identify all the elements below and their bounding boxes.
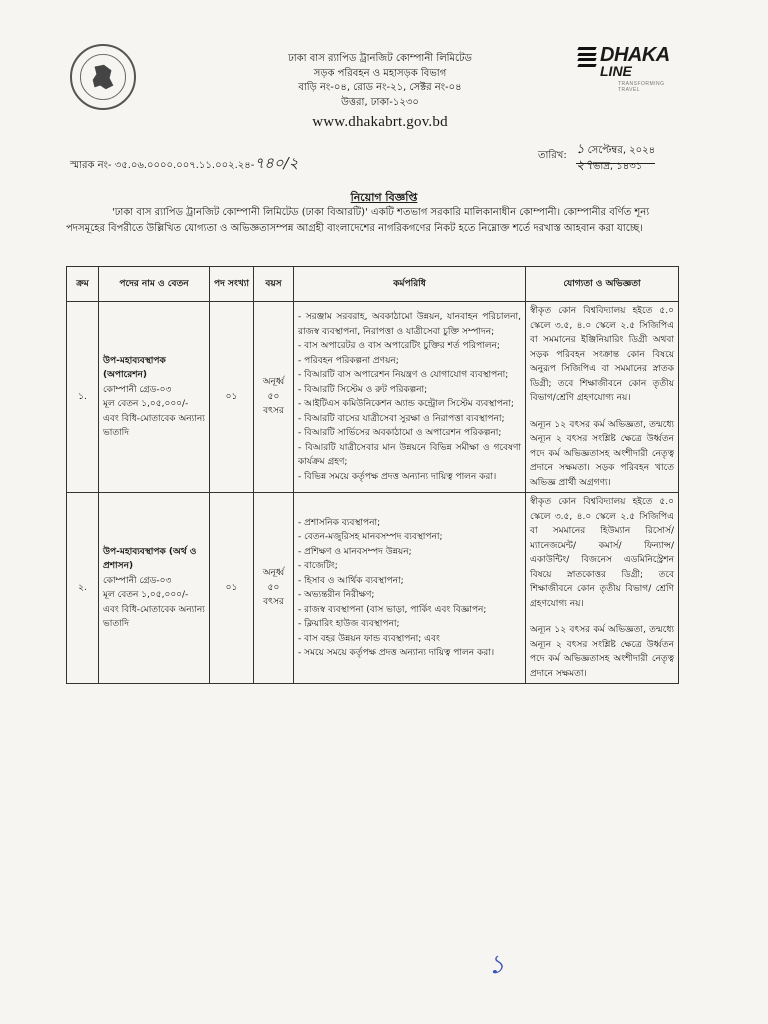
qualification-education: স্বীকৃত কোন বিশ্ববিদ্যালয় হইতে ৫.০ স্কেলে ৩.৫, ৪.০ স্কেলে ২.৫ সিজিপিএ বা সমমানের হিউম্যান রিসোর্স/ ম্যানেজমেন্ট/ কমার্স/ ফিন্যান্স/ একাউন্টিং/ বিজনেস এডমিনিস্ট্রেশন বিষয়ে স্নাতকোত্তর ডিগ্রী; তবে শিক্ষাজীবনে কোন তৃতীয় বিভাগ/ শ্রেণি গ্রহণযোগ্য নয়।	[530, 497, 674, 609]
post-title: উপ-মহাব্যবস্থাপক (অপারেশন)	[103, 355, 166, 380]
list-item: - বিআরটি বাস অপারেশন নিয়ন্ত্রণ ও যোগাযোগ ব্যবস্থাপনা;	[298, 370, 509, 380]
vacancy-table	[66, 266, 679, 684]
handwritten-page-mark: ১	[488, 950, 505, 980]
date-line-2: ভাদ্র, ১৪৩১	[592, 161, 643, 172]
post-count: ০১	[210, 302, 254, 493]
org-name: ঢাকা বাস র‍্যাপিড ট্রানজিট কোম্পানী লিমিটেড	[288, 53, 472, 64]
division-name: সড়ক পরিবহন ও মহাসড়ক বিভাগ	[313, 67, 447, 79]
table-row	[67, 302, 679, 493]
address-line-1: বাড়ি নং-০৪, রোড নং-২১, সেক্টর নং-০৪	[298, 82, 462, 93]
post-grade: কোম্পানী গ্রেড-০৩	[103, 384, 172, 395]
qualification-experience: অন্যূন ১২ বৎসর কর্ম অভিজ্ঞতা, তন্মধ্যে অন্যূন ২ বৎসর সংশ্লিষ্ট ক্ষেত্রে উর্ধ্বতন পদে কর্ম অভিজ্ঞতাসহ অংশীদারী নেতৃত্ব প্রদানে সক্ষমতা।	[530, 625, 674, 679]
qualification-cell	[526, 493, 679, 684]
table-row	[67, 493, 679, 684]
table-header-row	[67, 267, 679, 302]
post-cell	[99, 493, 210, 684]
list-item: - বাস অপারেটর ও বাস অপারেটিং চুক্তির শর্ত পরিপালন;	[298, 341, 500, 351]
logo-tagline: TRANSFORMING TRAVEL	[618, 81, 665, 93]
list-item: - বাজেটিং;	[298, 561, 338, 571]
list-item: - অভ্যন্তরীন নিরীক্ষণ;	[298, 590, 375, 600]
duties-cell	[294, 302, 526, 493]
memo-reference	[70, 152, 298, 177]
logo-bars-icon	[578, 47, 596, 69]
post-cell	[99, 302, 210, 493]
post-grade: কোম্পানী গ্রেড-০৩	[103, 575, 172, 586]
row-serial: ১.	[67, 302, 99, 493]
list-item: - সরঞ্জাম সরবরাহ, অবকাঠামো উন্নয়ন, যানবাহন পরিচালনা, রাজস্ব ব্যবস্থাপনা, নিরাপত্তা ও যাত্রীসেবা চুক্তি সম্পাদন;	[298, 312, 521, 337]
list-item: - পরিবহন পরিকল্পনা প্রণয়ন;	[298, 355, 399, 366]
age-limit: অনূর্ধ্ব ৫০ বৎসর	[254, 493, 294, 684]
list-item: - ক্লিয়ারিং হাউজ ব্যবস্থাপনা;	[298, 619, 400, 629]
list-item: - বিআরটি বাসের যাত্রীসেবা সুরক্ষা ও নিরাপত্তা ব্যবস্থাপনা;	[298, 413, 505, 424]
list-item: - প্রশিক্ষণ ও মানবসম্পদ উন্নয়ন;	[298, 546, 412, 557]
notice-title-text: নিয়োগ বিজ্ঞপ্তি	[350, 191, 418, 204]
list-item: - সময়ে সময়ে কর্তৃপক্ষ প্রদত্ত অন্যান্য দায়িত্ব পালন করা।	[298, 648, 495, 658]
notice-intro: 'ঢাকা বাস র‍্যাপিড ট্রানজিট কোম্পানী লিমিটেড (ঢাকা বিআরটি)' একটি শতভাগ সরকারি মালিকানাধীন কোম্পানী। কোম্পানীর বর্ণিত শূন্য পদসমূহের বিপরীতে উল্লিখিত যোগ্যতা ও অভিজ্ঞতাসম্পন্ন আগ্রহী বাংলাদেশের নাগরিকগণের নিকট হতে নিম্নোক্ত শর্তে দরখাস্ত আহবান করা যাচ্ছে।	[66, 207, 650, 234]
list-item: - বেতন-মজুরিসহ মানবসম্পদ ব্যবস্থাপনা;	[298, 532, 443, 542]
header-post: পদের নাম ও বেতন	[99, 267, 210, 302]
row-serial: ২.	[67, 493, 99, 684]
age-limit: অনূর্ধ্ব ৫০ বৎসর	[254, 302, 294, 493]
list-item: - বিআরটি সার্ভিসের অবকাঠামো ও অপারেশন পরিকল্পনা;	[298, 428, 502, 438]
list-item: - আইটিএস কমিউনিকেশন অ্যান্ড কন্ট্রোল সিস্টেম ব্যবস্থাপনা;	[298, 399, 514, 409]
header-serial: ক্রম	[67, 267, 99, 302]
list-item: - বিআরটি যাত্রীসেবার মান উন্নয়নে বিভিন্ন সমীক্ষা ও গবেষণা কার্যক্রম গ্রহণ;	[298, 442, 521, 467]
list-item: - হিসাব ও আর্থিক ব্যবস্থাপনা;	[298, 575, 404, 586]
list-item: - বাস বহর উন্নয়ন ফান্ড ব্যবস্থাপনা; এবং	[298, 633, 440, 644]
list-item: - রাজস্ব ব্যবস্থাপনা (বাস ভাড়া, পার্কিং এবং বিজ্ঞাপন;	[298, 604, 487, 615]
logo-line: LINE	[600, 63, 632, 79]
list-item: - বিভিন্ন সময়ে কর্তৃপক্ষ প্রদত্ত অন্যান্য দায়িত্ব পালন করা।	[298, 471, 497, 482]
qualification-experience: অন্যূন ১২ বৎসর কর্ম অভিজ্ঞতা, তন্মধ্যে অন্যূন ২ বৎসর সংশ্লিষ্ট ক্ষেত্রে উর্ধ্বতন পদে কর্ম অভিজ্ঞতাসহ অংশীদারী নেতৃত্ব প্রদানে সক্ষমতা। সড়ক পরিবহন খাতে অভিজ্ঞ প্রার্থী অগ্রগণ্য।	[530, 419, 674, 488]
dhaka-line-logo	[578, 44, 678, 94]
logo-word: DHAKA	[600, 44, 670, 66]
date-label: তারিখ:	[538, 150, 567, 161]
list-item: - প্রশাসনিক ব্যবস্থাপনা;	[298, 517, 381, 528]
header-qualification: যোগ্যতা ও অভিজ্ঞতা	[526, 267, 679, 302]
post-pay: মূল বেতন ১,০৫,০০০/- এবং বিধি-মোতাবেক অন্যান্য ভাতাদি	[103, 590, 205, 629]
qualification-cell	[526, 302, 679, 493]
government-seal-icon	[70, 44, 136, 110]
date-line-1: সেপ্টেম্বর, ২০২৪	[587, 145, 656, 156]
organization-header	[230, 52, 530, 132]
website-link[interactable]: www.dhakabrt.gov.bd	[312, 114, 448, 130]
reference-label: স্মারক নং- ৩৫.০৬.০০০০.০০৭.১১.০০২.২৪-	[70, 160, 255, 171]
list-item: - বিআরটি সিস্টেম ও রুট পরিকল্পনা;	[298, 384, 428, 395]
duties-cell	[294, 493, 526, 684]
header-age: বয়স	[254, 267, 294, 302]
reference-handwritten: ৭৪০/২	[254, 154, 299, 172]
date-bangla	[576, 156, 642, 177]
post-pay: মূল বেতন ১,০৫,০০০/- এবং বিধি-মোতাবেক অন্যান্য ভাতাদি	[103, 399, 205, 438]
date-handwritten-1: ১	[576, 142, 585, 157]
date-handwritten-2: ২৭	[576, 158, 593, 173]
post-count: ০১	[210, 493, 254, 684]
post-title: উপ-মহাব্যবস্থাপক (অর্থ ও প্রশাসন)	[103, 546, 197, 571]
header-count: পদ সংখ্যা	[210, 267, 254, 302]
header-duties: কর্মপরিধি	[294, 267, 526, 302]
address-line-2: উত্তরা, ঢাকা-১২৩০	[341, 96, 419, 108]
qualification-education: স্বীকৃত কোন বিশ্ববিদ্যালয় হইতে ৫.০ স্কেলে ৩.৫, ৪.০ স্কেলে ২.৫ সিজিপিএ বা সমমানের ইঞ্জিনিয়ারিং ডিগ্রী অথবা সড়ক পরিবহন সংক্রান্ত কোন বিষয়ে অনুরূপ সিজিপিএ বা সমমানের স্নাতক ডিগ্রী; তবে শিক্ষাজীবনে কোন তৃতীয় বিভাগ/শ্রেণি গ্রহণযোগ্য নয়।	[530, 306, 674, 403]
